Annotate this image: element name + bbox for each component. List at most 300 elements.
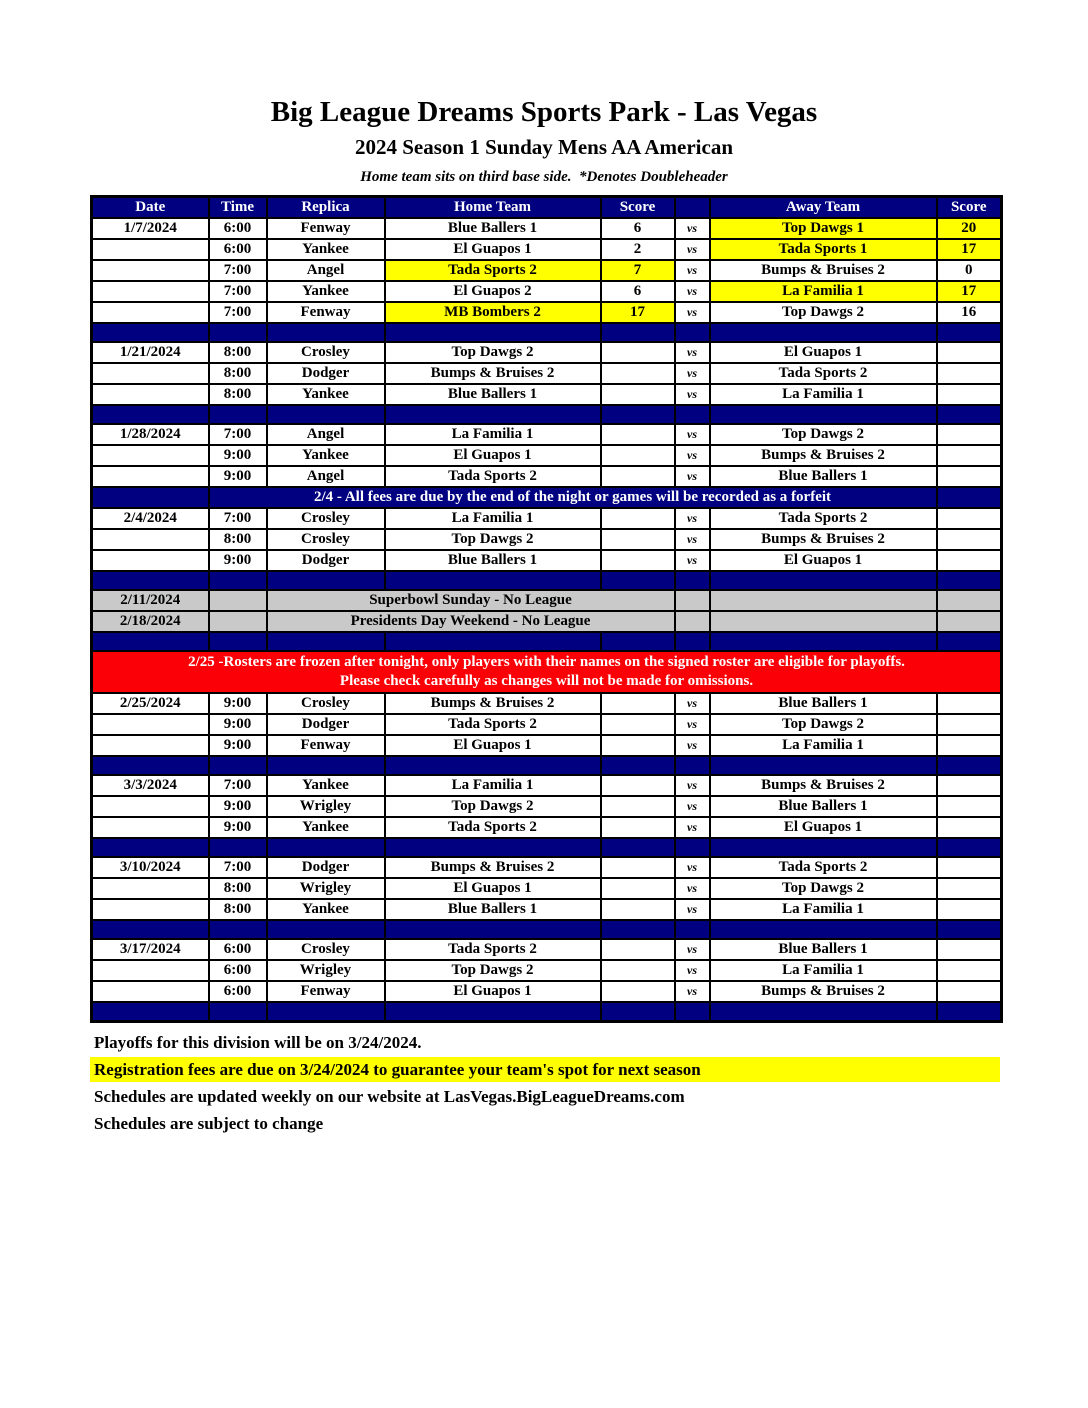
away-score-cell: 20 — [937, 218, 1002, 239]
home-team-cell: Bumps & Bruises 2 — [385, 693, 601, 714]
home-team-cell: Top Dawgs 2 — [385, 960, 601, 981]
home-team-cell: Blue Ballers 1 — [385, 899, 601, 920]
replica-cell: Crosley — [267, 693, 385, 714]
home-team-cell: Tada Sports 2 — [385, 939, 601, 960]
date-cell — [92, 878, 209, 899]
away-score-cell — [937, 611, 1002, 632]
date-cell: 1/7/2024 — [92, 218, 209, 239]
separator-cell — [675, 323, 710, 342]
separator-cell — [209, 920, 267, 939]
game-row — [92, 714, 1002, 735]
home-score-cell: 6 — [601, 281, 675, 302]
home-score-cell — [601, 693, 675, 714]
time-cell: 6:00 — [209, 960, 267, 981]
away-team-cell: Bumps & Bruises 2 — [710, 775, 937, 796]
home-team-cell: Tada Sports 2 — [385, 466, 601, 487]
roster-freeze-banner-row — [92, 651, 1002, 693]
replica-cell: Angel — [267, 424, 385, 445]
separator-cell — [267, 1002, 385, 1021]
away-score-cell — [937, 735, 1002, 756]
vs-cell: vs — [675, 960, 710, 981]
away-team-cell: Bumps & Bruises 2 — [710, 260, 937, 281]
away-score-cell — [937, 899, 1002, 920]
date-cell — [92, 239, 209, 260]
game-row — [92, 508, 1002, 529]
date-cell — [92, 260, 209, 281]
fees-banner-date-cell — [92, 487, 209, 508]
separator-cell — [92, 323, 209, 342]
home-team-cell: Tada Sports 2 — [385, 817, 601, 838]
time-cell: 9:00 — [209, 445, 267, 466]
separator-cell — [385, 756, 601, 775]
home-score-cell — [601, 775, 675, 796]
date-cell: 1/28/2024 — [92, 424, 209, 445]
separator-cell — [675, 838, 710, 857]
roster-freeze-banner-line: Please check carefully as changes will not be made for omissions. — [339, 673, 754, 689]
home-team-cell: El Guapos 2 — [385, 281, 601, 302]
replica-cell: Wrigley — [267, 960, 385, 981]
home-team-cell: Blue Ballers 1 — [385, 384, 601, 405]
separator-row — [92, 1002, 1002, 1021]
date-cell: 2/11/2024 — [92, 590, 209, 611]
separator-cell — [675, 920, 710, 939]
date-cell: 3/17/2024 — [92, 939, 209, 960]
vs-cell: vs — [675, 302, 710, 323]
home-team-cell: El Guapos 1 — [385, 981, 601, 1002]
time-cell: 7:00 — [209, 302, 267, 323]
game-row — [92, 260, 1002, 281]
home-score-cell — [601, 445, 675, 466]
separator-cell — [92, 756, 209, 775]
vs-cell: vs — [675, 878, 710, 899]
away-team-cell: Blue Ballers 1 — [710, 796, 937, 817]
away-team-cell: Top Dawgs 2 — [710, 424, 937, 445]
home-score-cell — [601, 878, 675, 899]
time-cell: 7:00 — [209, 424, 267, 445]
separator-row — [92, 571, 1002, 590]
separator-cell — [209, 405, 267, 424]
date-cell: 3/3/2024 — [92, 775, 209, 796]
separator-cell — [92, 1002, 209, 1021]
game-row — [92, 796, 1002, 817]
away-score-cell — [937, 714, 1002, 735]
home-score-cell — [601, 508, 675, 529]
separator-cell — [710, 920, 937, 939]
home-team-cell: Tada Sports 2 — [385, 260, 601, 281]
away-score-cell — [937, 363, 1002, 384]
vs-cell — [675, 590, 710, 611]
header-cell-score-4: Score — [601, 197, 675, 219]
away-score-cell — [937, 590, 1002, 611]
time-cell: 9:00 — [209, 693, 267, 714]
away-score-cell — [937, 775, 1002, 796]
separator-row — [92, 405, 1002, 424]
separator-cell — [937, 571, 1002, 590]
away-team-cell: Tada Sports 2 — [710, 857, 937, 878]
game-row — [92, 529, 1002, 550]
time-cell: 8:00 — [209, 899, 267, 920]
replica-cell: Yankee — [267, 899, 385, 920]
home-score-cell — [601, 939, 675, 960]
home-score-cell — [601, 735, 675, 756]
header-cell-vs-5 — [675, 197, 710, 219]
replica-cell: Angel — [267, 466, 385, 487]
away-team-cell: Blue Ballers 1 — [710, 466, 937, 487]
date-cell — [92, 714, 209, 735]
date-cell: 3/10/2024 — [92, 857, 209, 878]
home-score-cell — [601, 550, 675, 571]
time-cell: 7:00 — [209, 857, 267, 878]
separator-cell — [209, 1002, 267, 1021]
time-cell: 8:00 — [209, 529, 267, 550]
vs-cell: vs — [675, 775, 710, 796]
date-cell — [92, 302, 209, 323]
away-score-cell — [937, 878, 1002, 899]
game-row — [92, 239, 1002, 260]
vs-cell: vs — [675, 281, 710, 302]
replica-cell: Yankee — [267, 239, 385, 260]
separator-row — [92, 632, 1002, 651]
home-team-cell: Blue Ballers 1 — [385, 218, 601, 239]
time-cell: 9:00 — [209, 796, 267, 817]
separator-cell — [267, 571, 385, 590]
vs-cell: vs — [675, 857, 710, 878]
replica-cell: Dodger — [267, 857, 385, 878]
away-team-cell: La Familia 1 — [710, 899, 937, 920]
replica-cell: Wrigley — [267, 878, 385, 899]
game-row — [92, 878, 1002, 899]
replica-cell: Fenway — [267, 302, 385, 323]
date-cell — [92, 796, 209, 817]
separator-cell — [92, 571, 209, 590]
home-team-cell: Bumps & Bruises 2 — [385, 363, 601, 384]
home-team-cell: La Familia 1 — [385, 775, 601, 796]
footer-notes — [90, 1030, 1000, 1136]
replica-cell: Wrigley — [267, 796, 385, 817]
replica-cell: Crosley — [267, 939, 385, 960]
game-row — [92, 302, 1002, 323]
home-score-cell — [601, 960, 675, 981]
separator-cell — [385, 838, 601, 857]
separator-cell — [267, 405, 385, 424]
vs-cell: vs — [675, 424, 710, 445]
replica-cell: Crosley — [267, 342, 385, 363]
away-team-cell: La Familia 1 — [710, 281, 937, 302]
away-score-cell — [937, 981, 1002, 1002]
date-cell — [92, 550, 209, 571]
time-cell: 7:00 — [209, 508, 267, 529]
separator-cell — [385, 571, 601, 590]
away-team-cell: Top Dawgs 2 — [710, 302, 937, 323]
game-row — [92, 981, 1002, 1002]
separator-cell — [675, 756, 710, 775]
vs-cell: vs — [675, 466, 710, 487]
home-team-cell: Blue Ballers 1 — [385, 550, 601, 571]
vs-cell: vs — [675, 239, 710, 260]
separator-cell — [937, 920, 1002, 939]
time-cell: 9:00 — [209, 735, 267, 756]
date-cell: 2/25/2024 — [92, 693, 209, 714]
vs-cell: vs — [675, 817, 710, 838]
separator-cell — [710, 838, 937, 857]
separator-cell — [267, 756, 385, 775]
separator-cell — [92, 405, 209, 424]
footer-line-2: Registration fees are due on 3/24/2024 to guarantee your team's spot for next season — [90, 1057, 1000, 1082]
replica-cell: Crosley — [267, 508, 385, 529]
game-row — [92, 960, 1002, 981]
date-cell: 2/18/2024 — [92, 611, 209, 632]
separator-cell — [209, 838, 267, 857]
away-score-cell — [937, 693, 1002, 714]
home-team-cell: Top Dawgs 2 — [385, 796, 601, 817]
date-cell — [92, 960, 209, 981]
vs-cell: vs — [675, 445, 710, 466]
game-row — [92, 363, 1002, 384]
separator-cell — [710, 405, 937, 424]
date-cell: 1/21/2024 — [92, 342, 209, 363]
game-row — [92, 445, 1002, 466]
page-subtitle: 2024 Season 1 Sunday Mens AA American — [354, 135, 734, 159]
away-score-cell — [937, 508, 1002, 529]
away-team-cell: Tada Sports 2 — [710, 508, 937, 529]
separator-cell — [601, 920, 675, 939]
home-score-cell: 2 — [601, 239, 675, 260]
home-score-cell — [601, 714, 675, 735]
game-row — [92, 424, 1002, 445]
away-score-cell — [937, 939, 1002, 960]
separator-cell — [385, 632, 601, 651]
home-score-cell: 7 — [601, 260, 675, 281]
time-cell: 7:00 — [209, 260, 267, 281]
time-cell — [209, 590, 267, 611]
separator-cell — [267, 838, 385, 857]
separator-cell — [937, 632, 1002, 651]
away-team-cell: La Familia 1 — [710, 735, 937, 756]
date-cell — [92, 529, 209, 550]
game-row — [92, 466, 1002, 487]
time-cell: 6:00 — [209, 239, 267, 260]
footer-line-4: Schedules are subject to change — [94, 1113, 324, 1133]
game-row — [92, 857, 1002, 878]
fees-banner-score-cell — [937, 487, 1002, 508]
separator-cell — [601, 1002, 675, 1021]
vs-cell: vs — [675, 693, 710, 714]
replica-cell: Yankee — [267, 445, 385, 466]
home-team-cell: El Guapos 1 — [385, 445, 601, 466]
away-team-cell: Bumps & Bruises 2 — [710, 981, 937, 1002]
separator-cell — [710, 1002, 937, 1021]
home-team-cell: MB Bombers 2 — [385, 302, 601, 323]
separator-cell — [710, 571, 937, 590]
vs-cell: vs — [675, 939, 710, 960]
away-score-cell — [937, 796, 1002, 817]
separator-cell — [267, 920, 385, 939]
home-team-note: Home team sits on third base side. *Denotes Doubleheader — [360, 169, 728, 185]
separator-cell — [209, 756, 267, 775]
separator-cell — [710, 323, 937, 342]
separator-cell — [601, 756, 675, 775]
away-score-cell — [937, 529, 1002, 550]
date-cell — [92, 899, 209, 920]
replica-cell: Yankee — [267, 775, 385, 796]
vs-cell: vs — [675, 735, 710, 756]
away-score-cell — [937, 817, 1002, 838]
separator-row — [92, 920, 1002, 939]
home-score-cell — [601, 384, 675, 405]
away-team-cell: El Guapos 1 — [710, 342, 937, 363]
away-score-cell — [937, 960, 1002, 981]
time-cell: 7:00 — [209, 775, 267, 796]
separator-row — [92, 756, 1002, 775]
vs-cell: vs — [675, 218, 710, 239]
replica-cell: Dodger — [267, 714, 385, 735]
no-league-row — [92, 611, 1002, 632]
vs-cell: vs — [675, 550, 710, 571]
away-score-cell: 0 — [937, 260, 1002, 281]
home-team-cell: El Guapos 1 — [385, 878, 601, 899]
home-score-cell — [601, 817, 675, 838]
home-score-cell — [601, 857, 675, 878]
separator-cell — [267, 632, 385, 651]
time-cell: 9:00 — [209, 714, 267, 735]
date-cell — [92, 445, 209, 466]
game-row — [92, 817, 1002, 838]
home-score-cell — [601, 466, 675, 487]
date-cell — [92, 981, 209, 1002]
home-team-cell: El Guapos 1 — [385, 735, 601, 756]
separator-cell — [209, 323, 267, 342]
away-team-cell: La Familia 1 — [710, 384, 937, 405]
time-cell: 9:00 — [209, 466, 267, 487]
home-score-cell: 17 — [601, 302, 675, 323]
time-cell: 6:00 — [209, 981, 267, 1002]
schedule-table — [90, 195, 1003, 1023]
time-cell: 9:00 — [209, 817, 267, 838]
separator-row — [92, 838, 1002, 857]
away-team-cell: La Familia 1 — [710, 960, 937, 981]
no-league-text: Superbowl Sunday - No League — [267, 590, 675, 611]
header-cell-score-7: Score — [937, 197, 1002, 219]
separator-cell — [601, 405, 675, 424]
away-team-cell — [710, 590, 937, 611]
away-team-cell: Bumps & Bruises 2 — [710, 445, 937, 466]
vs-cell: vs — [675, 529, 710, 550]
home-team-cell: Tada Sports 2 — [385, 714, 601, 735]
header-cell-time-1: Time — [209, 197, 267, 219]
game-row — [92, 735, 1002, 756]
separator-cell — [710, 632, 937, 651]
away-score-cell — [937, 342, 1002, 363]
replica-cell: Fenway — [267, 218, 385, 239]
separator-cell — [385, 920, 601, 939]
game-row — [92, 775, 1002, 796]
away-score-cell — [937, 857, 1002, 878]
away-team-cell: El Guapos 1 — [710, 550, 937, 571]
home-team-cell: Top Dawgs 2 — [385, 529, 601, 550]
away-score-cell — [937, 445, 1002, 466]
vs-cell: vs — [675, 384, 710, 405]
fees-banner-row — [92, 487, 1002, 508]
no-league-text: Presidents Day Weekend - No League — [267, 611, 675, 632]
home-team-cell: Top Dawgs 2 — [385, 342, 601, 363]
roster-freeze-banner-line: 2/25 -Rosters are frozen after tonight, only players with their names on the signed roster are eligible for playoffs. — [188, 654, 905, 670]
home-score-cell — [601, 796, 675, 817]
separator-cell — [675, 571, 710, 590]
vs-cell: vs — [675, 508, 710, 529]
time-cell: 7:00 — [209, 281, 267, 302]
date-cell — [92, 735, 209, 756]
vs-cell: vs — [675, 342, 710, 363]
time-cell: 6:00 — [209, 218, 267, 239]
footer-line-3: Schedules are updated weekly on our website at LasVegas.BigLeagueDreams.com — [94, 1086, 685, 1106]
footer-line-1: Playoffs for this division will be on 3/24/2024. — [94, 1032, 422, 1052]
away-team-cell: Blue Ballers 1 — [710, 693, 937, 714]
away-score-cell: 17 — [937, 239, 1002, 260]
game-row — [92, 384, 1002, 405]
separator-cell — [937, 756, 1002, 775]
game-row — [92, 342, 1002, 363]
game-row — [92, 550, 1002, 571]
header-cell-replica-2: Replica — [267, 197, 385, 219]
replica-cell: Dodger — [267, 363, 385, 384]
roster-freeze-banner-text — [92, 651, 1002, 693]
separator-cell — [385, 1002, 601, 1021]
header-cell-date-0: Date — [92, 197, 209, 219]
game-row — [92, 281, 1002, 302]
away-team-cell: Top Dawgs 2 — [710, 714, 937, 735]
date-cell: 2/4/2024 — [92, 508, 209, 529]
home-team-cell: El Guapos 1 — [385, 239, 601, 260]
home-score-cell — [601, 363, 675, 384]
separator-cell — [385, 323, 601, 342]
away-score-cell: 16 — [937, 302, 1002, 323]
away-score-cell — [937, 550, 1002, 571]
vs-cell: vs — [675, 714, 710, 735]
date-cell — [92, 817, 209, 838]
header-cell-away-team-6: Away Team — [710, 197, 937, 219]
vs-cell: vs — [675, 260, 710, 281]
header-cell-home-team-3: Home Team — [385, 197, 601, 219]
time-cell — [209, 611, 267, 632]
away-team-cell: Top Dawgs 1 — [710, 218, 937, 239]
away-score-cell — [937, 424, 1002, 445]
away-score-cell: 17 — [937, 281, 1002, 302]
game-row — [92, 218, 1002, 239]
away-team-cell: Top Dawgs 2 — [710, 878, 937, 899]
home-team-cell: Bumps & Bruises 2 — [385, 857, 601, 878]
separator-cell — [675, 1002, 710, 1021]
separator-cell — [601, 323, 675, 342]
separator-cell — [937, 405, 1002, 424]
replica-cell: Angel — [267, 260, 385, 281]
date-cell — [92, 281, 209, 302]
away-team-cell: Tada Sports 1 — [710, 239, 937, 260]
replica-cell: Crosley — [267, 529, 385, 550]
replica-cell: Fenway — [267, 735, 385, 756]
time-cell: 8:00 — [209, 878, 267, 899]
separator-cell — [601, 571, 675, 590]
vs-cell: vs — [675, 363, 710, 384]
replica-cell: Yankee — [267, 817, 385, 838]
separator-cell — [675, 405, 710, 424]
home-team-cell: La Familia 1 — [385, 508, 601, 529]
time-cell: 6:00 — [209, 939, 267, 960]
no-league-row — [92, 590, 1002, 611]
game-row — [92, 939, 1002, 960]
away-score-cell — [937, 466, 1002, 487]
vs-cell: vs — [675, 796, 710, 817]
home-score-cell — [601, 424, 675, 445]
